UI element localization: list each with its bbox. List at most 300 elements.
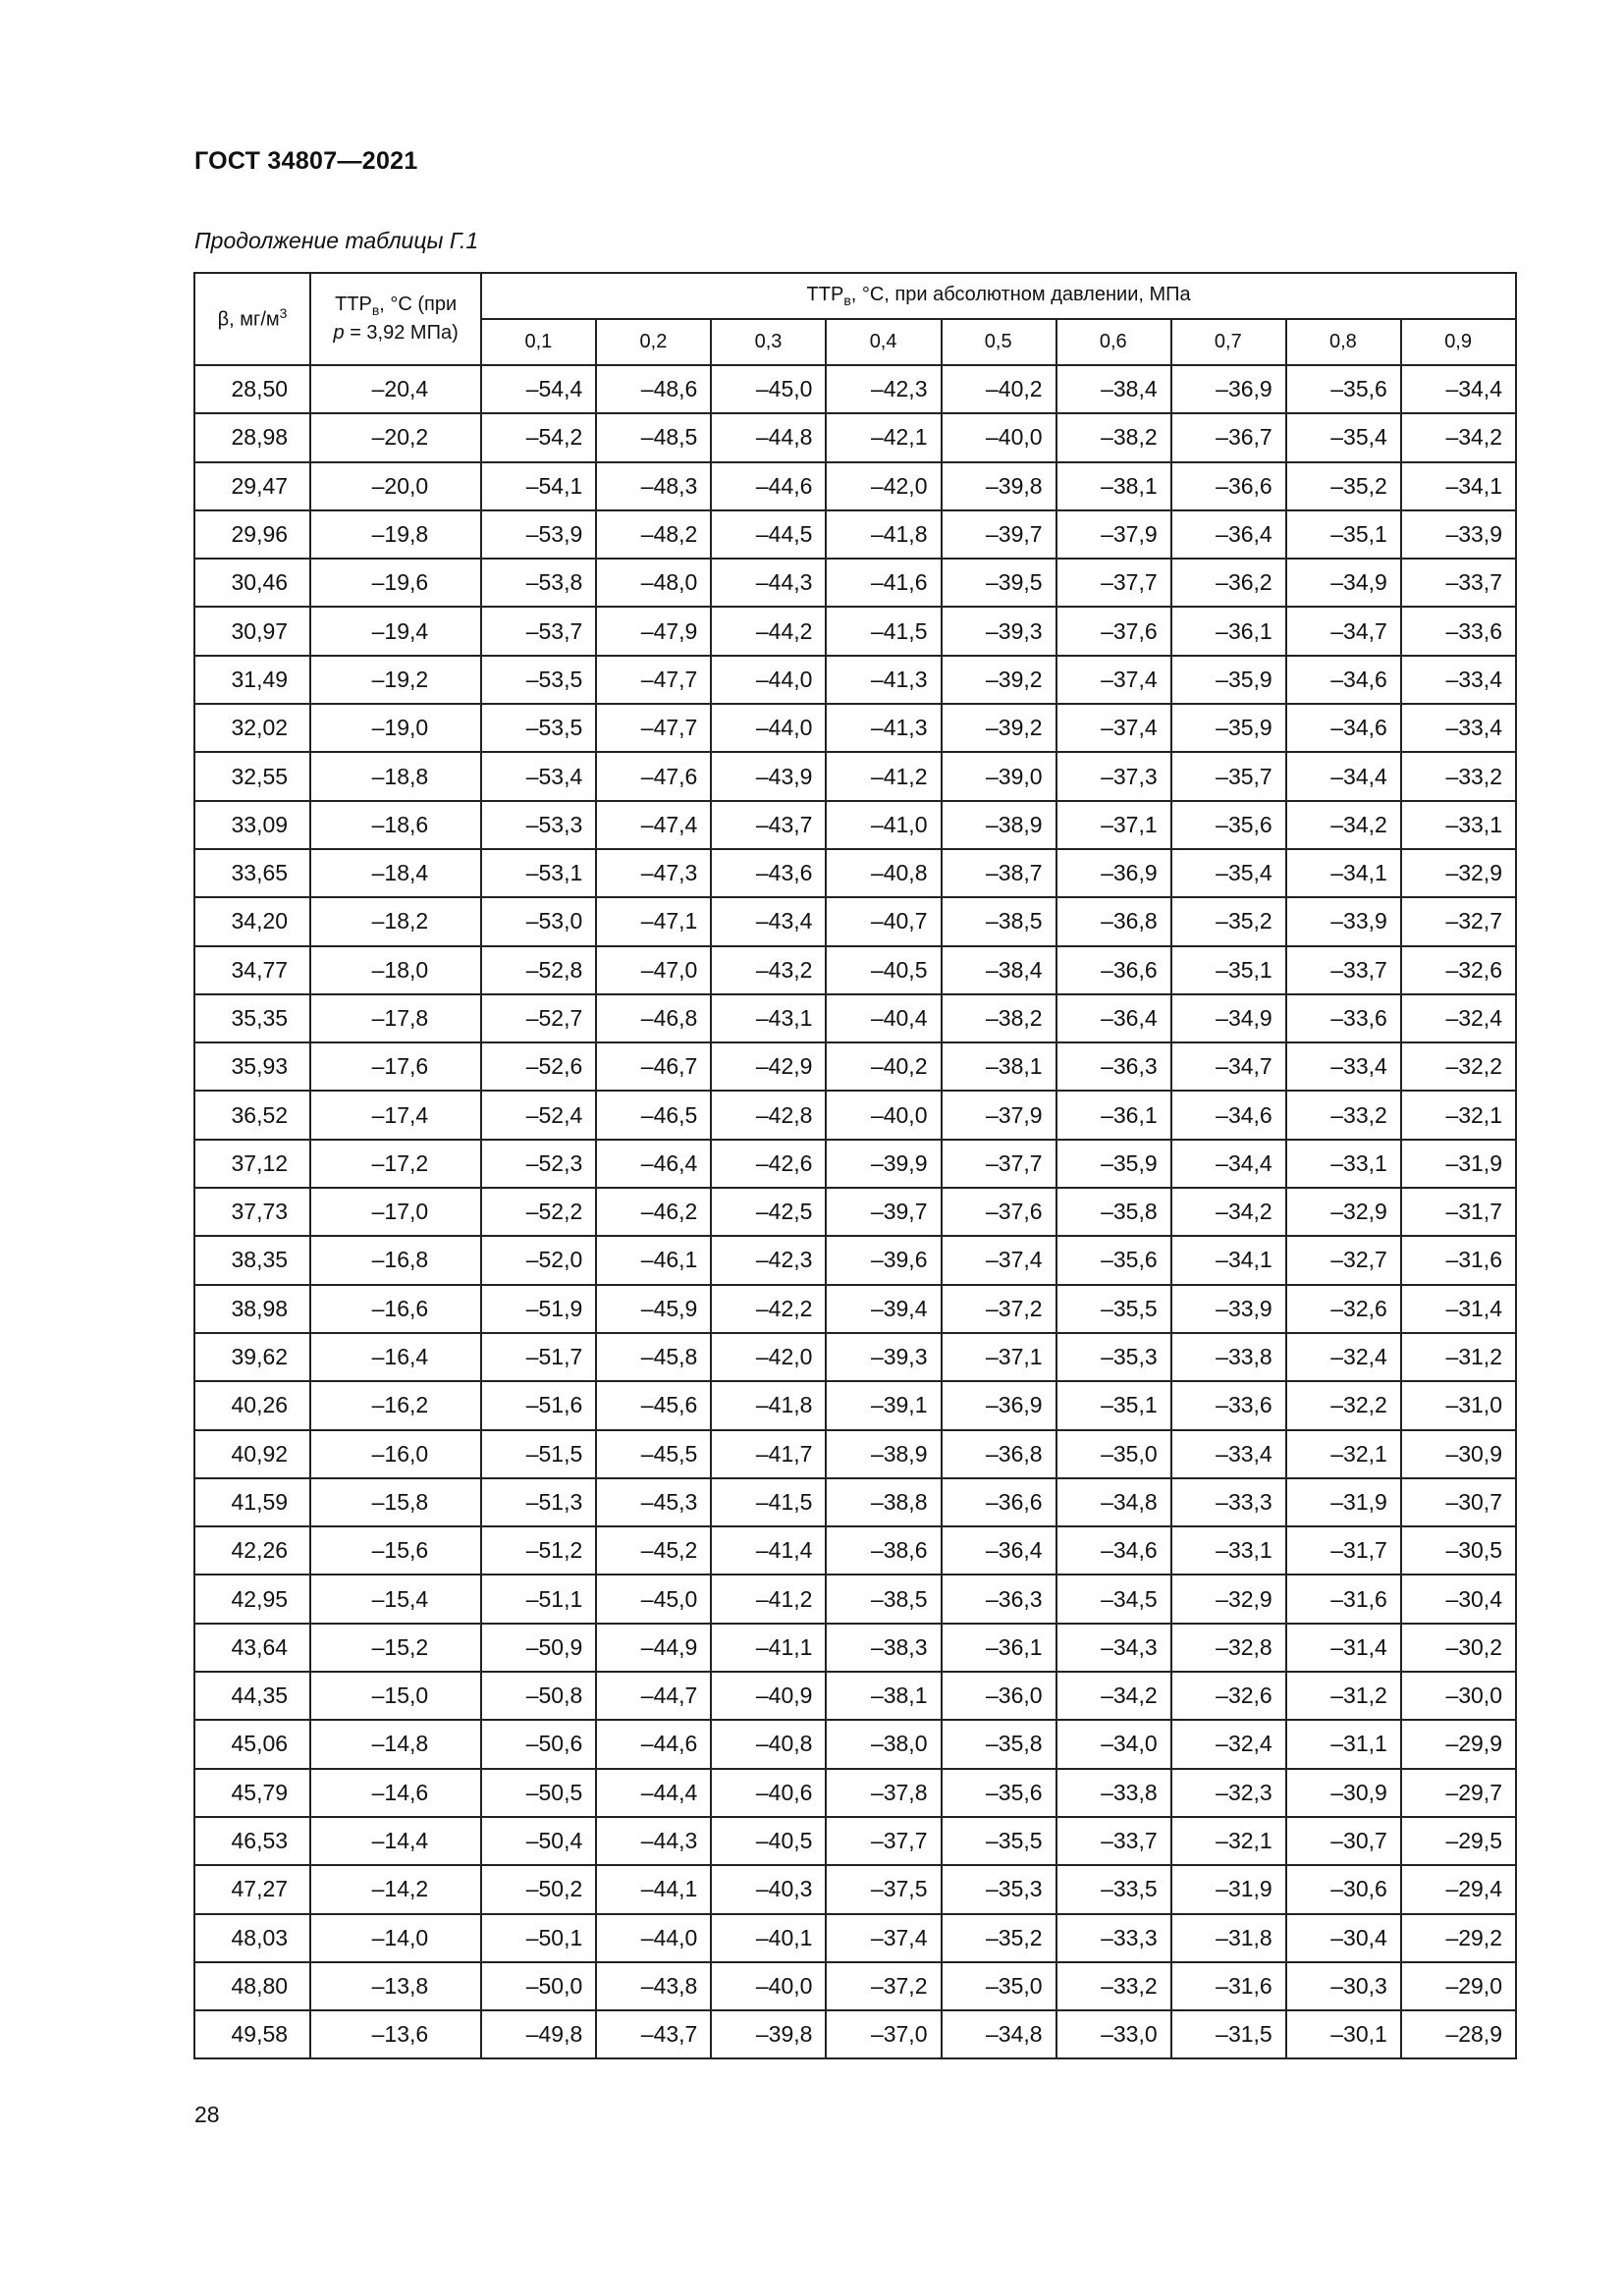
ttr-value-cell: –34,8 <box>942 2010 1056 2058</box>
pressure-header: 0,2 <box>596 319 711 365</box>
table-row <box>194 1720 1516 1768</box>
ttr-value-cell: –36,8 <box>942 1430 1056 1478</box>
ttr-value-cell: –44,5 <box>711 510 826 559</box>
ttr-value-cell: –31,4 <box>1401 1285 1516 1333</box>
ttr-value-cell: –31,8 <box>1171 1914 1286 1962</box>
ttr-value-cell: –53,8 <box>481 559 596 607</box>
ttr-392-cell: –14,4 <box>310 1817 481 1865</box>
ttr-value-cell: –39,8 <box>942 462 1056 510</box>
beta-cell: 47,27 <box>194 1865 310 1913</box>
ttr-value-cell: –36,6 <box>1056 946 1171 994</box>
ttr-value-cell: –40,1 <box>711 1914 826 1962</box>
ttr-value-cell: –38,5 <box>942 897 1056 945</box>
pressure-value: = 3,92 МПа) <box>344 321 459 344</box>
ttr-value-cell: –35,3 <box>1056 1333 1171 1381</box>
ttr-value-cell: –51,6 <box>481 1381 596 1429</box>
ttr-value-cell: –30,5 <box>1401 1526 1516 1575</box>
ttr-value-cell: –31,9 <box>1401 1140 1516 1188</box>
ttr-value-cell: –54,4 <box>481 365 596 413</box>
ttr-value-cell: –45,8 <box>596 1333 711 1381</box>
ttr-value-cell: –33,8 <box>1056 1769 1171 1817</box>
ttr-392-cell: –19,2 <box>310 656 481 704</box>
ttr-value-cell: –36,6 <box>1171 462 1286 510</box>
ttr-value-cell: –53,7 <box>481 607 596 655</box>
ttr-value-cell: –37,4 <box>826 1914 941 1962</box>
ttr-value-cell: –35,6 <box>1171 801 1286 849</box>
ttr-value-cell: –35,8 <box>942 1720 1056 1768</box>
ttr-value-cell: –29,5 <box>1401 1817 1516 1865</box>
ttr-value-cell: –38,2 <box>942 994 1056 1042</box>
ttr-value-cell: –39,6 <box>826 1236 941 1284</box>
beta-cell: 32,55 <box>194 752 310 800</box>
ttr-value-cell: –45,0 <box>596 1575 711 1623</box>
ttr-value-cell: –32,4 <box>1286 1333 1401 1381</box>
pressure-header: 0,9 <box>1401 319 1516 365</box>
ttr-392-cell: –18,8 <box>310 752 481 800</box>
ttr-value-cell: –45,9 <box>596 1285 711 1333</box>
ttr-value-cell: –40,0 <box>711 1962 826 2010</box>
ttr-value-cell: –36,9 <box>942 1381 1056 1429</box>
ttr-value-cell: –32,6 <box>1286 1285 1401 1333</box>
ttr-value-cell: –42,2 <box>711 1285 826 1333</box>
ttr-392-cell: –14,6 <box>310 1769 481 1817</box>
ttr-value-cell: –47,7 <box>596 704 711 752</box>
ttr-value-cell: –38,9 <box>826 1430 941 1478</box>
beta-cell: 29,96 <box>194 510 310 559</box>
ttr-value-cell: –41,3 <box>826 704 941 752</box>
table-row <box>194 1672 1516 1720</box>
data-table <box>193 272 1517 2059</box>
ttr-value-cell: –36,3 <box>1056 1042 1171 1091</box>
table-row <box>194 1962 1516 2010</box>
ttr-value-cell: –38,2 <box>1056 413 1171 461</box>
ttr-value-cell: –35,0 <box>942 1962 1056 2010</box>
ttr-value-cell: –33,3 <box>1056 1914 1171 1962</box>
ttr-value-cell: –39,5 <box>942 559 1056 607</box>
beta-cell: 32,02 <box>194 704 310 752</box>
ttr-value-cell: –39,7 <box>942 510 1056 559</box>
ttr-value-cell: –39,7 <box>826 1188 941 1236</box>
table-row <box>194 897 1516 945</box>
ttr-value-cell: –38,4 <box>1056 365 1171 413</box>
ttr-value-cell: –51,5 <box>481 1430 596 1478</box>
ttr-value-cell: –30,4 <box>1401 1575 1516 1623</box>
ttr-value-cell: –41,8 <box>826 510 941 559</box>
ttr-value-cell: –50,9 <box>481 1624 596 1672</box>
ttr-value-cell: –31,4 <box>1286 1624 1401 1672</box>
pressure-header: 0,6 <box>1056 319 1171 365</box>
beta-cell: 43,64 <box>194 1624 310 1672</box>
page-number: 28 <box>194 2102 220 2127</box>
ttr-value-cell: –45,5 <box>596 1430 711 1478</box>
ttr-value-cell: –37,9 <box>1056 510 1171 559</box>
ttr-392-cell: –19,6 <box>310 559 481 607</box>
beta-cell: 49,58 <box>194 2010 310 2058</box>
ttr-value-cell: –44,9 <box>596 1624 711 1672</box>
ttr-value-cell: –35,5 <box>942 1817 1056 1865</box>
table-row <box>194 1333 1516 1381</box>
ttr-value-cell: –34,4 <box>1286 752 1401 800</box>
ttr-value-cell: –34,2 <box>1401 413 1516 461</box>
ttr-value-cell: –38,4 <box>942 946 1056 994</box>
ttr-value-cell: –46,1 <box>596 1236 711 1284</box>
table-row <box>194 2010 1516 2058</box>
ttr-value-cell: –33,7 <box>1056 1817 1171 1865</box>
ttr-value-cell: –48,2 <box>596 510 711 559</box>
ttr-value-cell: –43,7 <box>596 2010 711 2058</box>
ttr-value-cell: –34,6 <box>1056 1526 1171 1575</box>
group-ttr-label: ТТР <box>806 284 844 306</box>
table-row <box>194 1914 1516 1962</box>
ttr-value-cell: –29,0 <box>1401 1962 1516 2010</box>
ttr-value-cell: –54,2 <box>481 413 596 461</box>
ttr-value-cell: –32,2 <box>1286 1381 1401 1429</box>
ttr-value-cell: –33,9 <box>1171 1285 1286 1333</box>
ttr-value-cell: –42,5 <box>711 1188 826 1236</box>
pressure-symbol: р <box>333 321 345 344</box>
ttr-value-cell: –36,1 <box>1056 1091 1171 1139</box>
ttr-value-cell: –41,2 <box>711 1575 826 1623</box>
ttr-value-cell: –41,5 <box>711 1478 826 1526</box>
ttr-value-cell: –39,3 <box>826 1333 941 1381</box>
ttr-value-cell: –33,0 <box>1056 2010 1171 2058</box>
ttr-value-cell: –44,3 <box>596 1817 711 1865</box>
ttr-392-cell: –17,4 <box>310 1091 481 1139</box>
ttr-value-cell: –33,7 <box>1286 946 1401 994</box>
ttr-value-cell: –29,2 <box>1401 1914 1516 1962</box>
ttr-value-cell: –33,4 <box>1401 656 1516 704</box>
ttr-value-cell: –34,4 <box>1401 365 1516 413</box>
ttr-value-cell: –44,3 <box>711 559 826 607</box>
ttr-392-cell: –13,8 <box>310 1962 481 2010</box>
ttr-392-cell: –18,2 <box>310 897 481 945</box>
ttr-value-cell: –32,9 <box>1171 1575 1286 1623</box>
ttr-value-cell: –34,7 <box>1286 607 1401 655</box>
ttr-value-cell: –44,0 <box>711 656 826 704</box>
ttr-value-cell: –53,5 <box>481 704 596 752</box>
ttr-value-cell: –32,1 <box>1401 1091 1516 1139</box>
ttr-value-cell: –43,6 <box>711 849 826 897</box>
ttr-value-cell: –33,6 <box>1401 607 1516 655</box>
ttr-value-cell: –32,6 <box>1401 946 1516 994</box>
table-row <box>194 1575 1516 1623</box>
ttr-value-cell: –34,9 <box>1286 559 1401 607</box>
ttr-value-cell: –51,9 <box>481 1285 596 1333</box>
table-row <box>194 1285 1516 1333</box>
ttr-value-cell: –36,0 <box>942 1672 1056 1720</box>
ttr-392-cell: –15,0 <box>310 1672 481 1720</box>
ttr-value-cell: –37,7 <box>826 1817 941 1865</box>
ttr-value-cell: –36,8 <box>1056 897 1171 945</box>
ttr-value-cell: –38,8 <box>826 1478 941 1526</box>
ttr-value-cell: –40,0 <box>942 413 1056 461</box>
col-header-beta <box>194 273 310 365</box>
ttr-value-cell: –37,6 <box>942 1188 1056 1236</box>
ttr-value-cell: –30,9 <box>1401 1430 1516 1478</box>
table-row <box>194 1188 1516 1236</box>
ttr-value-cell: –31,2 <box>1286 1672 1401 1720</box>
table-row <box>194 1381 1516 1429</box>
ttr-value-cell: –44,7 <box>596 1672 711 1720</box>
ttr-value-cell: –50,8 <box>481 1672 596 1720</box>
table-row <box>194 365 1516 413</box>
ttr-value-cell: –31,5 <box>1171 2010 1286 2058</box>
ttr-value-cell: –36,7 <box>1171 413 1286 461</box>
ttr-value-cell: –43,1 <box>711 994 826 1042</box>
pressure-header: 0,8 <box>1286 319 1401 365</box>
ttr-value-cell: –42,0 <box>711 1333 826 1381</box>
ttr-value-cell: –33,4 <box>1286 1042 1401 1091</box>
ttr-value-cell: –36,9 <box>1171 365 1286 413</box>
pressure-header: 0,3 <box>711 319 826 365</box>
ttr-value-cell: –42,6 <box>711 1140 826 1188</box>
ttr-value-cell: –39,8 <box>711 2010 826 2058</box>
ttr-value-cell: –38,6 <box>826 1526 941 1575</box>
ttr-value-cell: –34,1 <box>1286 849 1401 897</box>
table-row <box>194 510 1516 559</box>
beta-unit: , мг/м <box>229 308 280 331</box>
ttr-value-cell: –48,5 <box>596 413 711 461</box>
ttr-value-cell: –44,4 <box>596 1769 711 1817</box>
ttr-value-cell: –34,1 <box>1401 462 1516 510</box>
ttr-value-cell: –33,4 <box>1171 1430 1286 1478</box>
group-header-pressures <box>481 273 1516 319</box>
ttr-value-cell: –31,7 <box>1286 1526 1401 1575</box>
ttr-value-cell: –50,5 <box>481 1769 596 1817</box>
ttr-392-cell: –18,0 <box>310 946 481 994</box>
ttr-value-cell: –33,2 <box>1286 1091 1401 1139</box>
ttr-value-cell: –30,7 <box>1286 1817 1401 1865</box>
ttr-value-cell: –40,7 <box>826 897 941 945</box>
ttr-value-cell: –51,3 <box>481 1478 596 1526</box>
ttr-value-cell: –46,7 <box>596 1042 711 1091</box>
ttr-value-cell: –53,1 <box>481 849 596 897</box>
ttr-value-cell: –31,9 <box>1171 1865 1286 1913</box>
beta-cell: 31,49 <box>194 656 310 704</box>
ttr-value-cell: –43,8 <box>596 1962 711 2010</box>
ttr-value-cell: –30,1 <box>1286 2010 1401 2058</box>
ttr-value-cell: –36,4 <box>942 1526 1056 1575</box>
ttr-value-cell: –40,8 <box>826 849 941 897</box>
ttr-value-cell: –39,3 <box>942 607 1056 655</box>
ttr-value-cell: –44,6 <box>711 462 826 510</box>
ttr-value-cell: –30,9 <box>1286 1769 1401 1817</box>
ttr-392-cell: –17,2 <box>310 1140 481 1188</box>
ttr-value-cell: –47,0 <box>596 946 711 994</box>
ttr-value-cell: –40,0 <box>826 1091 941 1139</box>
ttr-value-cell: –35,7 <box>1171 752 1286 800</box>
ttr-value-cell: –39,9 <box>826 1140 941 1188</box>
ttr-value-cell: –35,6 <box>942 1769 1056 1817</box>
ttr-value-cell: –32,1 <box>1171 1817 1286 1865</box>
table-caption: Продолжение таблицы Г.1 <box>194 228 479 253</box>
ttr-value-cell: –40,5 <box>711 1817 826 1865</box>
ttr-value-cell: –32,8 <box>1171 1624 1286 1672</box>
ttr-value-cell: –41,7 <box>711 1430 826 1478</box>
ttr-value-cell: –34,6 <box>1286 656 1401 704</box>
beta-cell: 34,77 <box>194 946 310 994</box>
beta-cell: 48,80 <box>194 1962 310 2010</box>
beta-cell: 40,26 <box>194 1381 310 1429</box>
ttr-value-cell: –33,1 <box>1401 801 1516 849</box>
table-row <box>194 413 1516 461</box>
ttr-value-cell: –51,2 <box>481 1526 596 1575</box>
ttr-value-cell: –43,9 <box>711 752 826 800</box>
ttr-value-cell: –32,2 <box>1401 1042 1516 1091</box>
ttr-value-cell: –45,6 <box>596 1381 711 1429</box>
ttr-value-cell: –33,2 <box>1401 752 1516 800</box>
ttr-value-cell: –35,2 <box>1286 462 1401 510</box>
ttr-value-cell: –44,2 <box>711 607 826 655</box>
ttr-value-cell: –34,0 <box>1056 1720 1171 1768</box>
ttr-value-cell: –37,3 <box>1056 752 1171 800</box>
ttr-392-cell: –15,6 <box>310 1526 481 1575</box>
ttr-value-cell: –31,7 <box>1401 1188 1516 1236</box>
ttr-value-cell: –32,3 <box>1171 1769 1286 1817</box>
ttr-392-cell: –14,2 <box>310 1865 481 1913</box>
ttr-value-cell: –37,6 <box>1056 607 1171 655</box>
beta-cell: 29,47 <box>194 462 310 510</box>
ttr-392-cell: –19,4 <box>310 607 481 655</box>
ttr-392-cell: –14,8 <box>310 1720 481 1768</box>
ttr-value-cell: –35,9 <box>1171 656 1286 704</box>
ttr-value-cell: –32,9 <box>1401 849 1516 897</box>
ttr-value-cell: –42,9 <box>711 1042 826 1091</box>
beta-cell: 46,53 <box>194 1817 310 1865</box>
ttr-value-cell: –31,6 <box>1171 1962 1286 2010</box>
ttr-value-cell: –41,3 <box>826 656 941 704</box>
ttr-value-cell: –48,0 <box>596 559 711 607</box>
ttr-value-cell: –33,3 <box>1171 1478 1286 1526</box>
ttr-392-cell: –18,4 <box>310 849 481 897</box>
ttr-value-cell: –30,3 <box>1286 1962 1401 2010</box>
ttr-sub: в <box>371 302 380 319</box>
ttr-value-cell: –32,9 <box>1286 1188 1401 1236</box>
ttr-value-cell: –45,0 <box>711 365 826 413</box>
ttr-value-cell: –35,2 <box>942 1914 1056 1962</box>
ttr-392-cell: –15,8 <box>310 1478 481 1526</box>
ttr-value-cell: –47,6 <box>596 752 711 800</box>
ttr-value-cell: –33,2 <box>1056 1962 1171 2010</box>
ttr-value-cell: –35,1 <box>1056 1381 1171 1429</box>
ttr-value-cell: –51,7 <box>481 1333 596 1381</box>
table-row <box>194 1865 1516 1913</box>
ttr-value-cell: –37,1 <box>942 1333 1056 1381</box>
ttr-value-cell: –38,3 <box>826 1624 941 1672</box>
pressure-header: 0,5 <box>942 319 1056 365</box>
ttr-value-cell: –46,2 <box>596 1188 711 1236</box>
beta-cell: 38,98 <box>194 1285 310 1333</box>
table-row <box>194 752 1516 800</box>
beta-cell: 38,35 <box>194 1236 310 1284</box>
table-row <box>194 849 1516 897</box>
ttr-value-cell: –30,0 <box>1401 1672 1516 1720</box>
ttr-value-cell: –33,9 <box>1286 897 1401 945</box>
ttr-value-cell: –30,6 <box>1286 1865 1401 1913</box>
ttr-value-cell: –29,9 <box>1401 1720 1516 1768</box>
table-row <box>194 704 1516 752</box>
ttr-value-cell: –44,0 <box>711 704 826 752</box>
ttr-value-cell: –40,9 <box>711 1672 826 1720</box>
ttr-value-cell: –33,6 <box>1286 994 1401 1042</box>
ttr-value-cell: –53,3 <box>481 801 596 849</box>
ttr-value-cell: –35,6 <box>1286 365 1401 413</box>
ttr-value-cell: –31,0 <box>1401 1381 1516 1429</box>
ttr-value-cell: –35,8 <box>1056 1188 1171 1236</box>
ttr-value-cell: –53,0 <box>481 897 596 945</box>
ttr-value-cell: –31,2 <box>1401 1333 1516 1381</box>
ttr-value-cell: –52,8 <box>481 946 596 994</box>
ttr-392-cell: –16,2 <box>310 1381 481 1429</box>
ttr-value-cell: –40,4 <box>826 994 941 1042</box>
ttr-value-cell: –32,7 <box>1286 1236 1401 1284</box>
ttr-value-cell: –40,8 <box>711 1720 826 1768</box>
ttr-value-cell: –52,6 <box>481 1042 596 1091</box>
ttr-value-cell: –30,4 <box>1286 1914 1401 1962</box>
ttr-value-cell: –37,4 <box>942 1236 1056 1284</box>
ttr-value-cell: –44,6 <box>596 1720 711 1768</box>
beta-cell: 35,35 <box>194 994 310 1042</box>
ttr-value-cell: –38,0 <box>826 1720 941 1768</box>
ttr-value-cell: –35,4 <box>1286 413 1401 461</box>
beta-cell: 45,79 <box>194 1769 310 1817</box>
ttr-value-cell: –37,2 <box>826 1962 941 2010</box>
ttr-value-cell: –50,2 <box>481 1865 596 1913</box>
ttr-value-cell: –42,0 <box>826 462 941 510</box>
table-row <box>194 607 1516 655</box>
ttr-value-cell: –37,5 <box>826 1865 941 1913</box>
ttr-value-cell: –39,2 <box>942 656 1056 704</box>
ttr-value-cell: –31,1 <box>1286 1720 1401 1768</box>
col-header-ttr-392 <box>310 273 481 365</box>
ttr-value-cell: –32,6 <box>1171 1672 1286 1720</box>
beta-cell: 48,03 <box>194 1914 310 1962</box>
beta-cell: 41,59 <box>194 1478 310 1526</box>
ttr-value-cell: –48,6 <box>596 365 711 413</box>
ttr-value-cell: –52,2 <box>481 1188 596 1236</box>
ttr-value-cell: –35,0 <box>1056 1430 1171 1478</box>
ttr-value-cell: –44,1 <box>596 1865 711 1913</box>
beta-cell: 33,09 <box>194 801 310 849</box>
ttr-value-cell: –32,1 <box>1286 1430 1401 1478</box>
ttr-value-cell: –31,6 <box>1401 1236 1516 1284</box>
ttr-value-cell: –42,3 <box>826 365 941 413</box>
ttr-392-cell: –17,6 <box>310 1042 481 1091</box>
ttr-value-cell: –35,1 <box>1286 510 1401 559</box>
table-row <box>194 462 1516 510</box>
ttr-value-cell: –41,5 <box>826 607 941 655</box>
ttr-value-cell: –40,3 <box>711 1865 826 1913</box>
ttr-value-cell: –42,1 <box>826 413 941 461</box>
ttr-392-cell: –20,0 <box>310 462 481 510</box>
document-title: ГОСТ 34807—2021 <box>194 147 418 175</box>
ttr-value-cell: –41,0 <box>826 801 941 849</box>
ttr-value-cell: –45,2 <box>596 1526 711 1575</box>
ttr-value-cell: –45,3 <box>596 1478 711 1526</box>
ttr-value-cell: –50,4 <box>481 1817 596 1865</box>
beta-cell: 35,93 <box>194 1042 310 1091</box>
ttr-value-cell: –33,8 <box>1171 1333 1286 1381</box>
ttr-label: ТТР <box>335 294 372 316</box>
ttr-value-cell: –29,7 <box>1401 1769 1516 1817</box>
ttr-value-cell: –46,8 <box>596 994 711 1042</box>
ttr-value-cell: –34,7 <box>1171 1042 1286 1091</box>
ttr-value-cell: –29,4 <box>1401 1865 1516 1913</box>
ttr-392-cell: –19,0 <box>310 704 481 752</box>
ttr-value-cell: –34,9 <box>1171 994 1286 1042</box>
beta-cell: 28,98 <box>194 413 310 461</box>
ttr-value-cell: –37,8 <box>826 1769 941 1817</box>
